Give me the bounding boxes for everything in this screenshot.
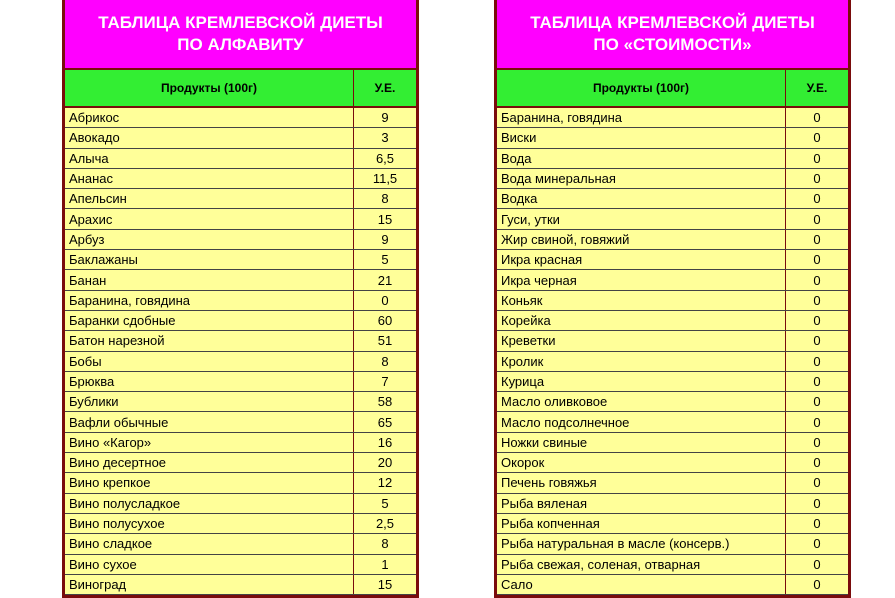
title-line-1: ТАБЛИЦА КРЕМЛЕВСКОЙ ДИЕТЫ — [530, 13, 815, 32]
table-row — [497, 209, 848, 229]
table-row — [65, 392, 416, 412]
units-value-cell: 51 — [377, 333, 393, 349]
units-value-cell: 8 — [381, 353, 389, 369]
product-name-cell: Банан — [65, 270, 354, 289]
table-body — [65, 108, 416, 595]
units-value-cell: 0 — [813, 292, 821, 308]
units-value-cell: 0 — [813, 495, 821, 511]
product-name-cell: Креветки — [497, 331, 786, 350]
units-value-cell: 8 — [381, 191, 389, 207]
units-value-cell: 21 — [377, 272, 393, 288]
product-name-cell: Коньяк — [497, 291, 786, 310]
table-row — [65, 230, 416, 250]
product-name-cell: Жир свиной, говяжий — [497, 230, 786, 249]
table-title — [497, 0, 848, 70]
product-name-cell: Масло оливковое — [497, 392, 786, 411]
product-name-cell: Вино полусухое — [65, 514, 354, 533]
units-value-cell: 0 — [813, 353, 821, 369]
table-row — [65, 189, 416, 209]
units-value-cell: 7 — [381, 374, 389, 389]
product-name-cell: Арбуз — [65, 230, 354, 249]
table-row — [497, 352, 848, 372]
table-row — [65, 494, 416, 514]
units-value-cell: 0 — [813, 414, 821, 430]
units-value-cell: 16 — [377, 434, 393, 450]
units-value-cell: 1 — [381, 556, 389, 572]
product-name-cell: Окорок — [497, 453, 786, 472]
title-line-1: ТАБЛИЦА КРЕМЛЕВСКОЙ ДИЕТЫ — [98, 13, 383, 32]
product-name-cell: Вода — [497, 149, 786, 168]
column-header-units: У.Е. — [806, 81, 828, 95]
product-name-cell: Кролик — [497, 352, 786, 371]
alphabetical-table — [62, 0, 419, 598]
table-row — [65, 575, 416, 595]
product-name-cell: Баранки сдобные — [65, 311, 354, 330]
table-row — [497, 534, 848, 554]
table-row — [497, 270, 848, 290]
table-row — [497, 189, 848, 209]
table-row — [497, 392, 848, 412]
column-header-product: Продукты (100г) — [497, 70, 786, 106]
units-value-cell: 0 — [813, 110, 821, 126]
units-value-cell: 6,5 — [375, 150, 395, 166]
units-value-cell: 0 — [381, 292, 389, 308]
units-value-cell: 3 — [381, 130, 389, 146]
table-row — [65, 433, 416, 453]
product-name-cell: Масло подсолнечное — [497, 412, 786, 431]
table-row — [65, 514, 416, 534]
table-row — [497, 575, 848, 595]
table-row — [497, 169, 848, 189]
column-header-product: Продукты (100г) — [65, 70, 354, 106]
units-value-cell: 0 — [813, 313, 821, 329]
product-name-cell: Водка — [497, 189, 786, 208]
table-row — [65, 311, 416, 331]
units-value-cell: 0 — [813, 536, 821, 552]
product-name-cell: Абрикос — [65, 108, 354, 127]
units-value-cell: 0 — [813, 130, 821, 146]
product-name-cell: Алыча — [65, 149, 354, 168]
table-row — [65, 372, 416, 392]
table-row — [65, 169, 416, 189]
table-row — [65, 108, 416, 128]
table-row — [65, 149, 416, 169]
table-row — [497, 250, 848, 270]
units-value-cell: 5 — [381, 252, 389, 268]
product-name-cell: Баранина, говядина — [497, 108, 786, 127]
product-name-cell: Рыба свежая, соленая, отварная — [497, 555, 786, 574]
table-row — [497, 494, 848, 514]
table-row — [497, 149, 848, 169]
product-name-cell: Ножки свиные — [497, 433, 786, 452]
table-row — [65, 209, 416, 229]
table-row — [497, 331, 848, 351]
table-row — [65, 555, 416, 575]
product-name-cell: Корейка — [497, 311, 786, 330]
product-name-cell: Курица — [497, 372, 786, 391]
units-value-cell: 12 — [377, 475, 393, 491]
units-value-cell: 58 — [377, 394, 393, 410]
product-name-cell: Вода минеральная — [497, 169, 786, 188]
units-value-cell: 0 — [813, 150, 821, 166]
units-value-cell: 0 — [813, 576, 821, 592]
units-value-cell: 5 — [381, 495, 389, 511]
table-row — [497, 230, 848, 250]
product-name-cell: Рыба копченная — [497, 514, 786, 533]
product-name-cell: Авокадо — [65, 128, 354, 147]
table-body — [497, 108, 848, 595]
units-value-cell: 0 — [813, 455, 821, 471]
product-name-cell: Вино сухое — [65, 555, 354, 574]
units-value-cell: 60 — [377, 313, 393, 329]
table-row — [65, 534, 416, 554]
product-name-cell: Брюква — [65, 372, 354, 391]
product-name-cell: Вино сладкое — [65, 534, 354, 553]
table-row — [497, 412, 848, 432]
units-value-cell: 0 — [813, 434, 821, 450]
table-row — [65, 352, 416, 372]
table-row — [65, 128, 416, 148]
product-name-cell: Гуси, утки — [497, 209, 786, 228]
units-value-cell: 65 — [377, 414, 393, 430]
column-header-units: У.Е. — [374, 81, 396, 95]
table-header — [497, 70, 848, 108]
table-row — [497, 433, 848, 453]
table-row — [65, 412, 416, 432]
table-row — [65, 453, 416, 473]
units-value-cell: 0 — [813, 231, 821, 247]
table-row — [65, 473, 416, 493]
table-row — [497, 372, 848, 392]
units-value-cell: 0 — [813, 272, 821, 288]
table-row — [497, 128, 848, 148]
table-header — [65, 70, 416, 108]
units-value-cell: 0 — [813, 374, 821, 389]
product-name-cell: Ананас — [65, 169, 354, 188]
product-name-cell: Икра красная — [497, 250, 786, 269]
table-row — [497, 473, 848, 493]
units-value-cell: 0 — [813, 191, 821, 207]
table-row — [497, 311, 848, 331]
units-value-cell: 9 — [381, 110, 389, 126]
product-name-cell: Вино крепкое — [65, 473, 354, 492]
units-value-cell: 2,5 — [375, 516, 395, 532]
product-name-cell: Икра черная — [497, 270, 786, 289]
table-row — [497, 108, 848, 128]
product-name-cell: Бублики — [65, 392, 354, 411]
units-value-cell: 0 — [813, 333, 821, 349]
units-value-cell: 8 — [381, 536, 389, 552]
units-value-cell: 0 — [813, 475, 821, 491]
table-title — [65, 0, 416, 70]
product-name-cell: Арахис — [65, 209, 354, 228]
product-name-cell: Вино десертное — [65, 453, 354, 472]
product-name-cell: Печень говяжья — [497, 473, 786, 492]
table-row — [497, 291, 848, 311]
units-value-cell: 0 — [813, 394, 821, 410]
units-value-cell: 0 — [813, 252, 821, 268]
table-row — [65, 250, 416, 270]
product-name-cell: Батон нарезной — [65, 331, 354, 350]
cost-table — [494, 0, 851, 598]
units-value-cell: 0 — [813, 556, 821, 572]
product-name-cell: Сало — [497, 575, 786, 594]
table-row — [65, 331, 416, 351]
product-name-cell: Вино полусладкое — [65, 494, 354, 513]
units-value-cell: 15 — [377, 211, 393, 227]
title-line-2: ПО «СТОИМОСТИ» — [593, 35, 752, 54]
product-name-cell: Рыба вяленая — [497, 494, 786, 513]
product-name-cell: Баранина, говядина — [65, 291, 354, 310]
product-name-cell: Бобы — [65, 352, 354, 371]
units-value-cell: 9 — [381, 231, 389, 247]
product-name-cell: Апельсин — [65, 189, 354, 208]
table-row — [497, 514, 848, 534]
product-name-cell: Вино «Кагор» — [65, 433, 354, 452]
title-line-2: ПО АЛФАВИТУ — [177, 35, 304, 54]
product-name-cell: Виски — [497, 128, 786, 147]
product-name-cell: Баклажаны — [65, 250, 354, 269]
units-value-cell: 0 — [813, 516, 821, 532]
table-row — [497, 555, 848, 575]
product-name-cell: Вафли обычные — [65, 412, 354, 431]
units-value-cell: 20 — [377, 455, 393, 471]
table-row — [497, 453, 848, 473]
units-value-cell: 11,5 — [372, 171, 398, 187]
product-name-cell: Рыба натуральная в масле (консерв.) — [497, 534, 786, 553]
units-value-cell: 15 — [377, 576, 393, 592]
units-value-cell: 0 — [813, 211, 821, 227]
units-value-cell: 0 — [813, 171, 821, 187]
table-row — [65, 270, 416, 290]
table-row — [65, 291, 416, 311]
product-name-cell: Виноград — [65, 575, 354, 594]
